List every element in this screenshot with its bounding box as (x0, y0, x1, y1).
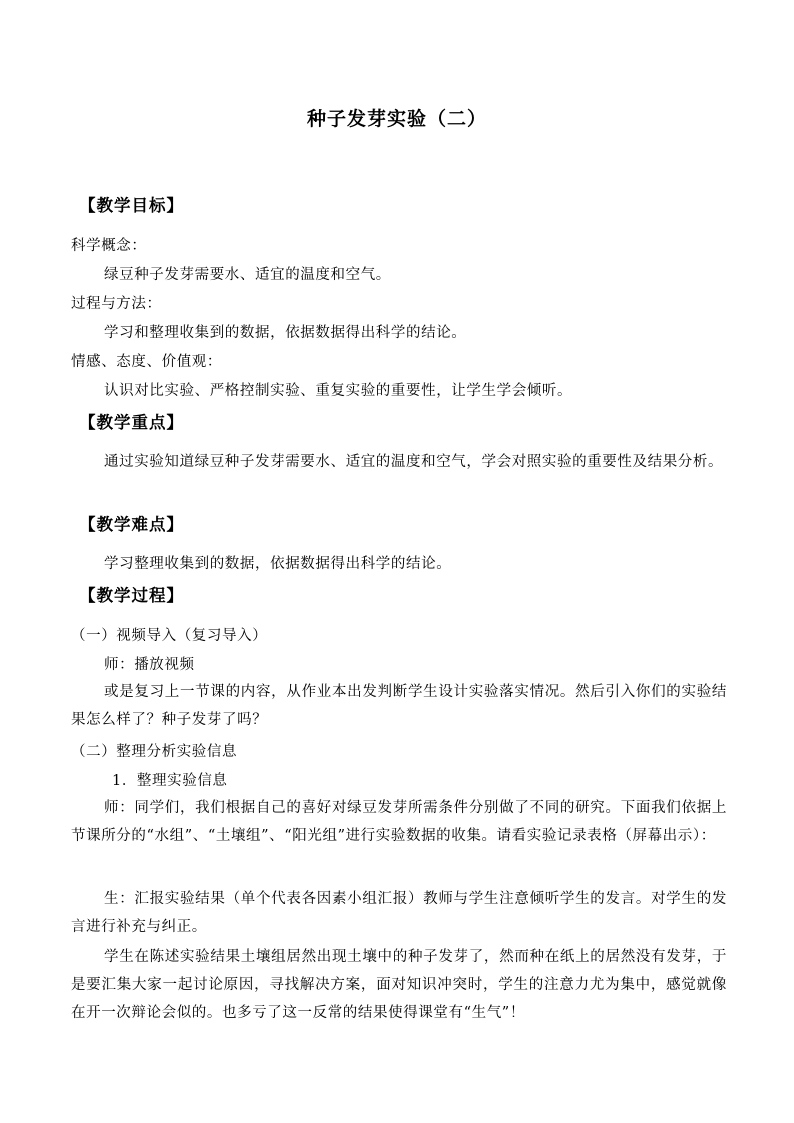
step1-discussion-paragraph: 学生在陈述实验结果土壤组居然出现土壤中的种子发芽了，然而种在纸上的居然没有发芽，于是要汇集大家一起讨论原因，寻找解决方案，面对知识冲突时，学生的注意力尤为集中，感觉就像在开一次辩论会似的。也多亏了这一反常的结果使得课堂有“生气”！ (71, 949, 727, 1021)
attitude-text: 认识对比实验、严格控制实验、重复实验的重要性，让学生学会倾听。 (104, 383, 573, 399)
concept-label: 科学概念： (71, 238, 147, 254)
method-text: 学习和整理收集到的数据，依据数据得出科学的结论。 (104, 325, 467, 341)
key-points-paragraph: 通过实验知道绿豆种子发芽需要水、适宜的温度和空气，学会对照实验的重要性及结果分析。 (104, 454, 724, 470)
step1-student-paragraph: 生：汇报实验结果（单个代表各因素小组汇报）教师与学生注意倾听学生的发言。对学生的发言进行补充与纠正。 (71, 891, 727, 935)
difficulties-text: 学习整理收集到的数据，依据数据得出科学的结论。 (104, 556, 452, 572)
step1-teacher-paragraph: 师：同学们，我们根据自己的喜好对绿豆发芽所需条件分别做了不同的研究。下面我们依据上节课所分的“水组”、“土壤组”、“阳光组”进行实验数据的收集。请看实验记录表格（屏幕出示）： (71, 800, 727, 844)
section-heading-goals: 【教学目标】 (79, 196, 184, 215)
document-title: 种子发芽实验（二） (306, 108, 487, 130)
method-label: 过程与方法： (71, 296, 162, 312)
part1-title: （一）视频导入（复习导入） (71, 628, 268, 644)
part1-teacher-line: 师：播放视频 (104, 657, 195, 673)
part1-paragraph: 或是复习上一节课的内容，从作业本出发判断学生设计实验落实情况。然后引入你们的实验结果怎么样了？种子发芽了吗？ (71, 684, 727, 728)
part2-title: （二）整理分析实验信息 (71, 744, 238, 760)
section-heading-key-points: 【教学重点】 (79, 413, 184, 432)
concept-text: 绿豆种子发芽需要水、适宜的温度和空气。 (104, 267, 391, 283)
section-heading-process: 【教学过程】 (79, 586, 184, 605)
attitude-label: 情感、态度、价值观： (71, 354, 222, 370)
step1-title: 1．整理实验信息 (112, 773, 228, 789)
section-heading-difficulties: 【教学难点】 (79, 515, 184, 534)
